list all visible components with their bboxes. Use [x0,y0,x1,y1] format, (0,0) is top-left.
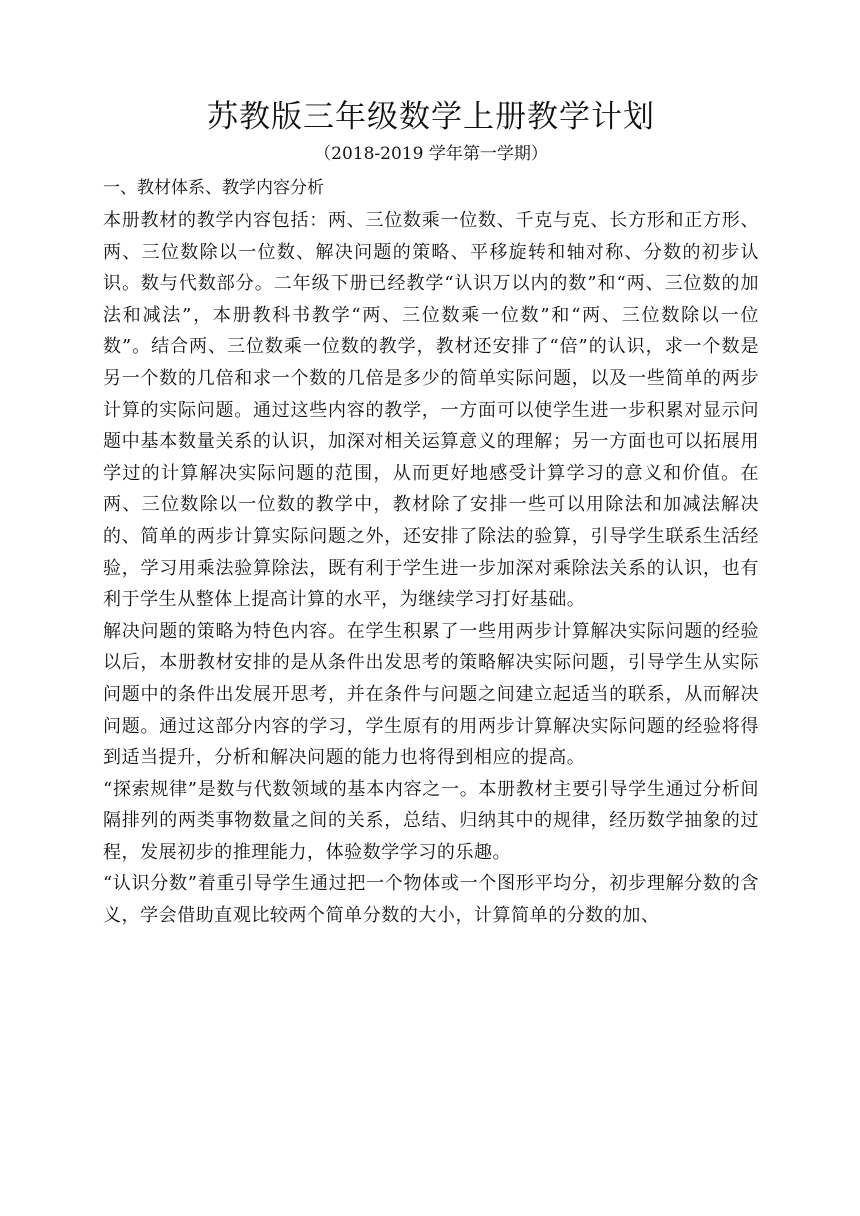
document-title: 苏教版三年级数学上册教学计划 [207,99,655,135]
section-heading: 一、教材体系、教学内容分析 [103,178,324,198]
paragraph-content-overview: 本册教材的教学内容包括：两、三位数乘一位数、千克与克、长方形和正方形、两、三位数除以一位数、解决问题的策略、平移旋转和轴对称、分数的初步认识。数与代数部分。二年级下册已经教学“认识万以内的数”和“两、三位数的加法和减法”，本册教科书教学“两、三位数乘一位数”和“两、三位数除以一位数”。结合两、三位数乘一位数的教学，教材还安排了“倍”的认识，求一个数是另一个数的几倍和求一个数的几倍是多少的简单实际问题，以及一些简单的两步计算的实际问题。通过这些内容的教学，一方面可以使学生进一步积累对显示问题中基本数量关系的认识，加深对相关运算意义的理解；另一方面也可以拓展用学过的计算解决实际问题的范围，从而更好地感受计算学习的意义和价值。在两、三位数除以一位数的教学中，教材除了安排一些可以用除法和加减法解决的、简单的两步计算实际问题之外，还安排了除法的验算，引导学生联系生活经验，学习用乘法验算除法，既有利于学生进一步加深对乘除法关系的认识，也有利于学生从整体上提高计算的水平，为继续学习打好基础。 [103,210,759,611]
paragraph-fractions: “认识分数”着重引导学生通过把一个物体或一个图形平均分，初步理解分数的含义，学会借助直观比较两个简单分数的大小，计算简单的分数的加、 [103,873,759,927]
paragraph-problem-strategy: 解决问题的策略为特色内容。在学生积累了一些用两步计算解决实际问题的经验以后，本册教材安排的是从条件出发思考的策略解决实际问题，引导学生从实际问题中的条件出发展开思考，并在条件与问题之间建立起适当的联系，从而解决问题。通过这部分内容的学习，学生原有的用两步计算解决实际问题的经验将得到适当提升，分析和解决问题的能力也将得到相应的提高。 [103,620,759,769]
paragraph-explore-patterns: “探索规律”是数与代数领域的基本内容之一。本册教材主要引导学生通过分析间隔排列的两类事物数量之间的关系，总结、归纳其中的规律，经历数学抽象的过程，发展初步的推理能力，体验数学学习的乐趣。 [103,778,759,863]
document-subtitle: （2018-2019 学年第一学期） [314,144,548,164]
document-page [103,95,759,932]
